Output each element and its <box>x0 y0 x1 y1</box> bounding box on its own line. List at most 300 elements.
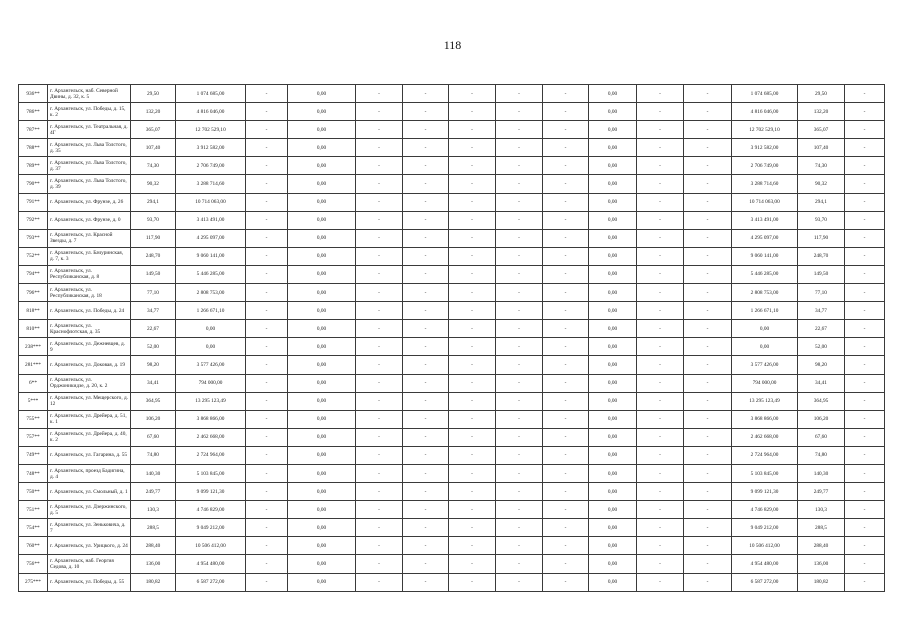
table-cell: - <box>449 356 496 374</box>
table-cell: 3 413 491,00 <box>732 211 798 229</box>
table-cell: 365,07 <box>131 121 176 139</box>
table-cell: - <box>845 338 885 356</box>
table-cell: 140,30 <box>131 464 176 482</box>
table-cell: - <box>246 537 288 555</box>
table-cell: - <box>449 302 496 320</box>
table-cell: 52,00 <box>798 338 845 356</box>
table-cell: - <box>246 555 288 573</box>
table-cell: 751** <box>19 501 48 519</box>
table-cell: 98,20 <box>798 356 845 374</box>
table-cell: - <box>496 374 543 392</box>
table-cell: - <box>543 374 589 392</box>
table-cell: 132,20 <box>131 103 176 121</box>
table-cell: - <box>356 265 403 283</box>
table-cell: - <box>684 157 732 175</box>
table-cell: 130,3 <box>131 501 176 519</box>
table-cell: 5 103 845,00 <box>732 464 798 482</box>
table-cell: - <box>637 519 684 537</box>
table-cell: - <box>637 157 684 175</box>
table-row <box>19 139 885 157</box>
table-cell: - <box>449 410 496 428</box>
table-cell: - <box>845 374 885 392</box>
table-cell: 34,77 <box>798 302 845 320</box>
table-cell: - <box>684 537 732 555</box>
table-cell: - <box>637 483 684 501</box>
table-cell: 9 060 141,00 <box>732 247 798 265</box>
table-row <box>19 446 885 464</box>
table-cell: - <box>637 464 684 482</box>
table-cell: 796** <box>19 284 48 302</box>
table-cell: - <box>449 374 496 392</box>
table-cell: - <box>403 284 449 302</box>
table-cell: 10 714 063,00 <box>732 193 798 211</box>
table-cell: - <box>543 501 589 519</box>
table-cell: - <box>246 356 288 374</box>
table-cell: - <box>637 265 684 283</box>
table-cell: - <box>684 103 732 121</box>
table-cell: 748** <box>19 464 48 482</box>
table-cell: 3 577 426,00 <box>732 356 798 374</box>
table-cell: - <box>449 157 496 175</box>
table-cell: - <box>356 302 403 320</box>
table-cell: - <box>403 121 449 139</box>
table-cell: - <box>845 211 885 229</box>
table-cell: - <box>684 392 732 410</box>
table-cell: - <box>543 392 589 410</box>
table-cell: - <box>684 573 732 591</box>
table-cell: - <box>403 338 449 356</box>
table-cell: - <box>845 157 885 175</box>
table-cell: 754** <box>19 519 48 537</box>
table-cell: - <box>543 157 589 175</box>
table-cell: - <box>845 537 885 555</box>
table-cell: 0,00 <box>288 103 356 121</box>
table-cell: - <box>637 428 684 446</box>
table-cell: 288,5 <box>798 519 845 537</box>
table-cell: - <box>684 483 732 501</box>
table-cell: - <box>684 211 732 229</box>
table-cell: 12 702 529,10 <box>732 121 798 139</box>
table-cell: - <box>246 139 288 157</box>
table-cell: - <box>845 356 885 374</box>
table-cell: - <box>246 284 288 302</box>
table-cell: 0,00 <box>288 229 356 247</box>
table-cell: - <box>543 284 589 302</box>
table-cell: 0,00 <box>288 338 356 356</box>
table-cell: - <box>543 446 589 464</box>
table-row <box>19 464 885 482</box>
table-cell: 0,00 <box>288 265 356 283</box>
table-cell: - <box>449 85 496 103</box>
table-cell: - <box>845 573 885 591</box>
table-cell: 67,60 <box>798 428 845 446</box>
table-cell: 9 099 121,30 <box>176 483 246 501</box>
table-cell: 0,00 <box>589 229 637 247</box>
table-cell: - <box>845 464 885 482</box>
table-cell: 794 000,00 <box>176 374 246 392</box>
table-cell: - <box>637 85 684 103</box>
table-cell: 248,70 <box>131 247 176 265</box>
table-cell: 130,3 <box>798 501 845 519</box>
table-cell: - <box>449 537 496 555</box>
table-cell: - <box>496 555 543 573</box>
table-cell: 4 746 829,00 <box>176 501 246 519</box>
table-cell: - <box>496 85 543 103</box>
table-cell: - <box>543 555 589 573</box>
table-cell: 10 506 412,00 <box>732 537 798 555</box>
table-cell: - <box>356 446 403 464</box>
table-cell: - <box>543 139 589 157</box>
table-cell: 0,00 <box>288 501 356 519</box>
table-cell: 0,00 <box>288 247 356 265</box>
table-cell: - <box>543 121 589 139</box>
table-cell: 0,00 <box>589 464 637 482</box>
table-cell: 4 746 829,00 <box>732 501 798 519</box>
table-cell: 136,00 <box>131 555 176 573</box>
address-cell: г. Архангельск, ул. Фрунзе, д. 26 <box>48 193 131 211</box>
housing-data-table <box>18 84 885 592</box>
table-cell: 3 912 582,00 <box>176 139 246 157</box>
table-cell: - <box>449 103 496 121</box>
table-cell: 117,90 <box>131 229 176 247</box>
table-cell: 0,00 <box>589 121 637 139</box>
table-cell: - <box>496 247 543 265</box>
table-cell: - <box>356 519 403 537</box>
table-cell: - <box>246 501 288 519</box>
table-cell: - <box>543 302 589 320</box>
table-cell: - <box>543 193 589 211</box>
table-cell: 789** <box>19 157 48 175</box>
table-cell: - <box>246 338 288 356</box>
table-cell: - <box>543 519 589 537</box>
table-cell: - <box>403 229 449 247</box>
table-cell: 790** <box>19 175 48 193</box>
table-cell: - <box>543 464 589 482</box>
table-cell: 794** <box>19 265 48 283</box>
table-cell: - <box>684 175 732 193</box>
table-cell: - <box>637 392 684 410</box>
table-cell: 0,00 <box>589 519 637 537</box>
table-cell: - <box>449 193 496 211</box>
table-cell: 288,5 <box>131 519 176 537</box>
address-cell: г. Архангельск, ул. Красной Звезды, д. 7 <box>48 229 131 247</box>
table-cell: - <box>246 85 288 103</box>
table-cell: - <box>246 229 288 247</box>
table-cell: 107,40 <box>798 139 845 157</box>
table-cell: 149,50 <box>131 265 176 283</box>
table-cell: 3 912 582,00 <box>732 139 798 157</box>
table-cell: 760** <box>19 537 48 555</box>
table-cell: - <box>449 211 496 229</box>
table-cell: - <box>246 464 288 482</box>
table-cell: - <box>496 501 543 519</box>
table-cell: 0,00 <box>589 338 637 356</box>
address-cell: г. Архангельск, ул. Театральная, д. 4Г <box>48 121 131 139</box>
table-cell: 12 702 529,10 <box>176 121 246 139</box>
table-cell: - <box>637 175 684 193</box>
table-cell: 180,82 <box>798 573 845 591</box>
table-cell: - <box>403 302 449 320</box>
table-cell: 792** <box>19 211 48 229</box>
table-row <box>19 320 885 338</box>
table-cell: 756** <box>19 555 48 573</box>
table-row <box>19 392 885 410</box>
table-cell: - <box>356 356 403 374</box>
table-cell: 106,20 <box>131 410 176 428</box>
table-cell: 294,1 <box>131 193 176 211</box>
table-cell: 0,00 <box>288 573 356 591</box>
table-cell: 9 049 212,00 <box>176 519 246 537</box>
table-cell: - <box>496 573 543 591</box>
table-cell: 107,40 <box>131 139 176 157</box>
table-cell: 3 288 714,60 <box>732 175 798 193</box>
table-cell: - <box>356 139 403 157</box>
table-cell: - <box>449 320 496 338</box>
table-row <box>19 555 885 573</box>
table-cell: - <box>637 573 684 591</box>
table-cell: - <box>449 175 496 193</box>
table-cell: - <box>496 121 543 139</box>
table-cell: 2 706 749,00 <box>176 157 246 175</box>
table-cell: 74,80 <box>131 446 176 464</box>
table-cell: 9 049 212,00 <box>732 519 798 537</box>
table-cell: - <box>356 573 403 591</box>
table-cell: - <box>449 247 496 265</box>
table-cell: 0,00 <box>589 320 637 338</box>
table-cell: - <box>496 103 543 121</box>
table-cell: 794 000,00 <box>732 374 798 392</box>
address-cell: г. Архангельск, ул. Победы, д. 55 <box>48 573 131 591</box>
table-cell: 793** <box>19 229 48 247</box>
table-cell: - <box>403 103 449 121</box>
table-cell: 755** <box>19 410 48 428</box>
address-cell: г. Архангельск, наб. Северной Двины, д. 32, к. 5 <box>48 85 131 103</box>
table-cell: - <box>637 121 684 139</box>
table-cell: - <box>246 446 288 464</box>
table-cell: 0,00 <box>288 519 356 537</box>
table-cell: - <box>403 483 449 501</box>
table-cell: - <box>637 356 684 374</box>
table-row <box>19 247 885 265</box>
table-cell: - <box>403 410 449 428</box>
table-row <box>19 374 885 392</box>
table-row <box>19 537 885 555</box>
address-cell: г. Архангельск, ул. Краснофлотская, д. 35 <box>48 320 131 338</box>
table-cell: - <box>684 428 732 446</box>
table-cell: - <box>845 139 885 157</box>
table-cell: - <box>246 211 288 229</box>
table-cell: 787** <box>19 121 48 139</box>
table-cell: 0,00 <box>589 446 637 464</box>
table-cell: - <box>845 175 885 193</box>
table-cell: - <box>496 338 543 356</box>
table-cell: - <box>637 410 684 428</box>
table-cell: - <box>637 338 684 356</box>
table-cell: - <box>637 302 684 320</box>
table-row <box>19 483 885 501</box>
table-cell: - <box>449 139 496 157</box>
table-cell: 0,00 <box>589 265 637 283</box>
table-cell: - <box>543 247 589 265</box>
table-cell: 0,00 <box>288 139 356 157</box>
table-cell: 0,00 <box>589 555 637 573</box>
table-cell: 0,00 <box>732 338 798 356</box>
table-cell: 74,30 <box>798 157 845 175</box>
table-cell: - <box>449 501 496 519</box>
table-cell: 0,00 <box>589 392 637 410</box>
table-cell: 6 587 272,00 <box>732 573 798 591</box>
table-row <box>19 121 885 139</box>
table-cell: 0,00 <box>288 555 356 573</box>
table-cell: - <box>403 211 449 229</box>
table-cell: 0,00 <box>589 284 637 302</box>
table-body <box>19 85 885 592</box>
table-cell: 4 954 480,00 <box>176 555 246 573</box>
table-cell: - <box>356 157 403 175</box>
table-cell: - <box>356 338 403 356</box>
table-cell: 0,00 <box>589 374 637 392</box>
table-cell: - <box>246 302 288 320</box>
table-cell: - <box>246 175 288 193</box>
table-cell: 0,00 <box>589 428 637 446</box>
table-cell: - <box>637 501 684 519</box>
table-cell: - <box>403 555 449 573</box>
table-cell: - <box>496 464 543 482</box>
table-cell: - <box>637 284 684 302</box>
table-cell: - <box>403 519 449 537</box>
table-cell: 4 954 480,00 <box>732 555 798 573</box>
table-cell: 0,00 <box>288 320 356 338</box>
table-cell: - <box>403 85 449 103</box>
table-cell: 4 816 046,00 <box>176 103 246 121</box>
table-cell: - <box>356 555 403 573</box>
table-cell: - <box>403 139 449 157</box>
table-cell: 5 103 845,00 <box>176 464 246 482</box>
address-cell: г. Архангельск, ул. Фрунзе, д. 0 <box>48 211 131 229</box>
table-cell: - <box>496 446 543 464</box>
table-cell: 3 577 426,00 <box>176 356 246 374</box>
table-cell: 90,32 <box>131 175 176 193</box>
table-cell: 10 714 063,00 <box>176 193 246 211</box>
table-cell: 0,00 <box>589 537 637 555</box>
table-cell: - <box>637 139 684 157</box>
table-cell: 248,70 <box>798 247 845 265</box>
table-cell: - <box>637 229 684 247</box>
table-cell: 3 868 866,00 <box>176 410 246 428</box>
table-cell: - <box>637 537 684 555</box>
table-row <box>19 157 885 175</box>
table-cell: - <box>845 320 885 338</box>
table-cell: - <box>845 247 885 265</box>
table-cell: 791** <box>19 193 48 211</box>
table-cell: - <box>496 211 543 229</box>
address-cell: г. Архангельск, ул. Победы, д. 24 <box>48 302 131 320</box>
table-cell: - <box>246 103 288 121</box>
table-cell: - <box>543 483 589 501</box>
table-row <box>19 410 885 428</box>
table-cell: 750** <box>19 483 48 501</box>
table-cell: - <box>356 85 403 103</box>
page-number: 118 <box>443 38 462 52</box>
table-cell: - <box>496 410 543 428</box>
table-cell: 3 868 866,00 <box>732 410 798 428</box>
table-cell: - <box>356 211 403 229</box>
table-cell: - <box>543 428 589 446</box>
table-cell: - <box>496 537 543 555</box>
table-cell: - <box>496 392 543 410</box>
table-cell: 6** <box>19 374 48 392</box>
table-cell: - <box>684 193 732 211</box>
table-cell: 34,41 <box>798 374 845 392</box>
table-cell: - <box>845 85 885 103</box>
table-cell: - <box>403 464 449 482</box>
table-cell: 294,1 <box>798 193 845 211</box>
table-cell: 77,10 <box>131 284 176 302</box>
table-cell: 0,00 <box>589 483 637 501</box>
table-cell: 0,00 <box>589 175 637 193</box>
table-cell: - <box>845 121 885 139</box>
table-cell: - <box>684 410 732 428</box>
table-cell: - <box>684 320 732 338</box>
table-cell: 0,00 <box>288 193 356 211</box>
table-cell: - <box>637 446 684 464</box>
table-cell: 0,00 <box>589 410 637 428</box>
table-cell: 1 074 685,00 <box>732 85 798 103</box>
table-cell: - <box>403 320 449 338</box>
table-cell: - <box>356 501 403 519</box>
table-cell: - <box>845 265 885 283</box>
table-cell: 0,00 <box>288 302 356 320</box>
table-cell: 93,70 <box>131 211 176 229</box>
table-cell: - <box>684 555 732 573</box>
table-cell: - <box>356 428 403 446</box>
table-cell: - <box>403 175 449 193</box>
table-cell: 0,00 <box>288 85 356 103</box>
table-cell: - <box>449 284 496 302</box>
table-cell: - <box>246 247 288 265</box>
table-cell: 788** <box>19 139 48 157</box>
table-cell: - <box>356 392 403 410</box>
table-cell: - <box>543 265 589 283</box>
table-cell: 13 295 123,49 <box>732 392 798 410</box>
table-cell: - <box>449 121 496 139</box>
table-cell: - <box>684 519 732 537</box>
table-cell: - <box>845 555 885 573</box>
table-cell: 0,00 <box>589 211 637 229</box>
table-cell: 818** <box>19 302 48 320</box>
address-cell: г. Архангельск, ул. Гагарина, д. 55 <box>48 446 131 464</box>
table-cell: - <box>845 428 885 446</box>
table-cell: 149,50 <box>798 265 845 283</box>
table-cell: - <box>845 519 885 537</box>
table-cell: - <box>246 483 288 501</box>
table-cell: - <box>449 555 496 573</box>
table-cell: - <box>684 302 732 320</box>
table-cell: - <box>403 265 449 283</box>
table-cell: - <box>496 320 543 338</box>
table-row <box>19 229 885 247</box>
table-cell: 0,00 <box>589 157 637 175</box>
table-cell: 2 808 753,00 <box>732 284 798 302</box>
table-cell: 0,00 <box>589 302 637 320</box>
table-cell: - <box>449 338 496 356</box>
table-cell: - <box>356 537 403 555</box>
table-row <box>19 519 885 537</box>
table-cell: - <box>684 338 732 356</box>
table-cell: 98,20 <box>131 356 176 374</box>
address-cell: г. Архангельск, ул. Доковая, д. 19 <box>48 356 131 374</box>
table-cell: 4 295 097,00 <box>732 229 798 247</box>
